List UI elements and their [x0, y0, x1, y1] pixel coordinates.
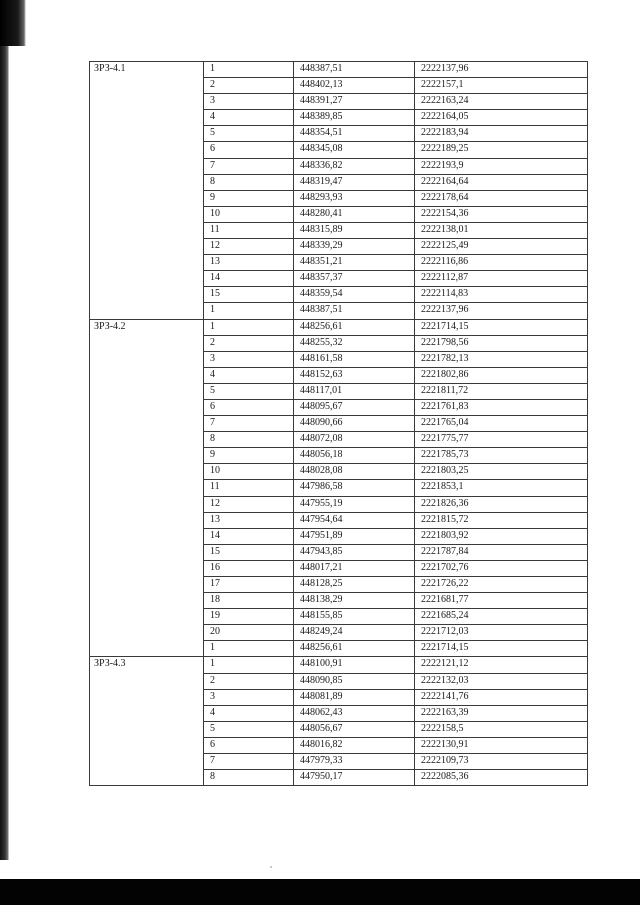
y-coordinate-cell: 2221726,22 [415, 577, 588, 593]
x-coordinate-cell: 448016,82 [294, 737, 415, 753]
x-coordinate-cell: 448017,21 [294, 560, 415, 576]
point-number-cell: 13 [204, 255, 294, 271]
x-coordinate-cell: 448100,91 [294, 657, 415, 673]
point-number-cell: 11 [204, 480, 294, 496]
x-coordinate-cell: 448345,08 [294, 142, 415, 158]
table-row [90, 657, 588, 673]
y-coordinate-cell: 2222164,05 [415, 110, 588, 126]
y-coordinate-cell: 2222189,25 [415, 142, 588, 158]
y-coordinate-cell: 2221782,13 [415, 351, 588, 367]
y-coordinate-cell: 2222125,49 [415, 239, 588, 255]
x-coordinate-cell: 448351,21 [294, 255, 415, 271]
x-coordinate-cell: 448090,85 [294, 673, 415, 689]
x-coordinate-cell: 448387,51 [294, 62, 415, 78]
x-coordinate-cell: 448391,27 [294, 94, 415, 110]
x-coordinate-cell: 448161,58 [294, 351, 415, 367]
y-coordinate-cell: 2221714,15 [415, 319, 588, 335]
zone-name-cell: ЗРЗ-4.2 [90, 319, 204, 657]
y-coordinate-cell: 2222164,64 [415, 174, 588, 190]
y-coordinate-cell: 2221681,77 [415, 593, 588, 609]
point-number-cell: 12 [204, 496, 294, 512]
y-coordinate-cell: 2221803,25 [415, 464, 588, 480]
point-number-cell: 19 [204, 609, 294, 625]
y-coordinate-cell: 2222137,96 [415, 303, 588, 319]
point-number-cell: 6 [204, 737, 294, 753]
x-coordinate-cell: 448062,43 [294, 705, 415, 721]
point-number-cell: 8 [204, 174, 294, 190]
y-coordinate-cell: 2222183,94 [415, 126, 588, 142]
y-coordinate-cell: 2222112,87 [415, 271, 588, 287]
point-number-cell: 7 [204, 416, 294, 432]
x-coordinate-cell: 448315,89 [294, 222, 415, 238]
x-coordinate-cell: 448255,32 [294, 335, 415, 351]
x-coordinate-cell: 448056,67 [294, 721, 415, 737]
x-coordinate-cell: 448389,85 [294, 110, 415, 126]
y-coordinate-cell: 2222114,83 [415, 287, 588, 303]
y-coordinate-cell: 2222158,5 [415, 721, 588, 737]
y-coordinate-cell: 2222137,96 [415, 62, 588, 78]
y-coordinate-cell: 2221775,77 [415, 432, 588, 448]
x-coordinate-cell: 448359,54 [294, 287, 415, 303]
x-coordinate-cell: 448387,51 [294, 303, 415, 319]
y-coordinate-cell: 2221712,03 [415, 625, 588, 641]
y-coordinate-cell: 2222141,76 [415, 689, 588, 705]
y-coordinate-cell: 2222116,86 [415, 255, 588, 271]
point-number-cell: 11 [204, 222, 294, 238]
point-number-cell: 9 [204, 448, 294, 464]
y-coordinate-cell: 2222121,12 [415, 657, 588, 673]
x-coordinate-cell: 448336,82 [294, 158, 415, 174]
y-coordinate-cell: 2222163,24 [415, 94, 588, 110]
point-number-cell: 10 [204, 206, 294, 222]
point-number-cell: 1 [204, 303, 294, 319]
x-coordinate-cell: 448056,18 [294, 448, 415, 464]
y-coordinate-cell: 2221826,36 [415, 496, 588, 512]
x-coordinate-cell: 448280,41 [294, 206, 415, 222]
x-coordinate-cell: 447955,19 [294, 496, 415, 512]
point-number-cell: 2 [204, 673, 294, 689]
point-number-cell: 8 [204, 770, 294, 786]
point-number-cell: 12 [204, 239, 294, 255]
scan-bottom-edge [0, 879, 640, 905]
y-coordinate-cell: 2221815,72 [415, 512, 588, 528]
scan-speck [270, 866, 272, 868]
y-coordinate-cell: 2221803,92 [415, 528, 588, 544]
zone-name-cell: ЗРЗ-4.1 [90, 62, 204, 320]
x-coordinate-cell: 448128,25 [294, 577, 415, 593]
x-coordinate-cell: 447943,85 [294, 544, 415, 560]
point-number-cell: 1 [204, 657, 294, 673]
x-coordinate-cell: 448095,67 [294, 399, 415, 415]
y-coordinate-cell: 2222193,9 [415, 158, 588, 174]
point-number-cell: 5 [204, 126, 294, 142]
x-coordinate-cell: 448090,66 [294, 416, 415, 432]
y-coordinate-cell: 2221761,83 [415, 399, 588, 415]
x-coordinate-cell: 448256,61 [294, 641, 415, 657]
zone-name-cell: ЗРЗ-4.3 [90, 657, 204, 786]
point-number-cell: 14 [204, 528, 294, 544]
x-coordinate-cell: 448249,24 [294, 625, 415, 641]
y-coordinate-cell: 2222109,73 [415, 754, 588, 770]
y-coordinate-cell: 2222154,36 [415, 206, 588, 222]
x-coordinate-cell: 448081,89 [294, 689, 415, 705]
point-number-cell: 9 [204, 190, 294, 206]
point-number-cell: 5 [204, 383, 294, 399]
x-coordinate-cell: 448354,51 [294, 126, 415, 142]
point-number-cell: 7 [204, 158, 294, 174]
y-coordinate-cell: 2222130,91 [415, 737, 588, 753]
y-coordinate-cell: 2221787,84 [415, 544, 588, 560]
point-number-cell: 15 [204, 544, 294, 560]
x-coordinate-cell: 448028,08 [294, 464, 415, 480]
point-number-cell: 16 [204, 560, 294, 576]
scan-corner-shadow [0, 0, 26, 46]
x-coordinate-cell: 448339,29 [294, 239, 415, 255]
point-number-cell: 4 [204, 110, 294, 126]
y-coordinate-cell: 2221765,04 [415, 416, 588, 432]
point-number-cell: 4 [204, 705, 294, 721]
point-number-cell: 15 [204, 287, 294, 303]
x-coordinate-cell: 448072,08 [294, 432, 415, 448]
point-number-cell: 18 [204, 593, 294, 609]
point-number-cell: 1 [204, 319, 294, 335]
table-row [90, 62, 588, 78]
x-coordinate-cell: 447954,64 [294, 512, 415, 528]
y-coordinate-cell: 2221853,1 [415, 480, 588, 496]
point-number-cell: 6 [204, 142, 294, 158]
x-coordinate-cell: 448256,61 [294, 319, 415, 335]
point-number-cell: 2 [204, 335, 294, 351]
x-coordinate-cell: 448357,37 [294, 271, 415, 287]
x-coordinate-cell: 447951,89 [294, 528, 415, 544]
point-number-cell: 7 [204, 754, 294, 770]
point-number-cell: 20 [204, 625, 294, 641]
y-coordinate-cell: 2222178,64 [415, 190, 588, 206]
y-coordinate-cell: 2221785,73 [415, 448, 588, 464]
point-number-cell: 5 [204, 721, 294, 737]
point-number-cell: 6 [204, 399, 294, 415]
y-coordinate-cell: 2222138,01 [415, 222, 588, 238]
x-coordinate-cell: 448117,01 [294, 383, 415, 399]
x-coordinate-cell: 447986,58 [294, 480, 415, 496]
point-number-cell: 13 [204, 512, 294, 528]
x-coordinate-cell: 448152,63 [294, 367, 415, 383]
point-number-cell: 1 [204, 641, 294, 657]
y-coordinate-cell: 2221811,72 [415, 383, 588, 399]
scan-left-edge [0, 0, 9, 860]
point-number-cell: 3 [204, 351, 294, 367]
y-coordinate-cell: 2221702,76 [415, 560, 588, 576]
x-coordinate-cell: 448319,47 [294, 174, 415, 190]
x-coordinate-cell: 447979,33 [294, 754, 415, 770]
point-number-cell: 10 [204, 464, 294, 480]
table-row [90, 319, 588, 335]
y-coordinate-cell: 2222163,39 [415, 705, 588, 721]
point-number-cell: 8 [204, 432, 294, 448]
coordinates-table [89, 61, 588, 786]
coordinates-table-body [90, 62, 588, 786]
x-coordinate-cell: 447950,17 [294, 770, 415, 786]
point-number-cell: 3 [204, 689, 294, 705]
x-coordinate-cell: 448293,93 [294, 190, 415, 206]
y-coordinate-cell: 2221802,86 [415, 367, 588, 383]
x-coordinate-cell: 448402,13 [294, 78, 415, 94]
y-coordinate-cell: 2221798,56 [415, 335, 588, 351]
point-number-cell: 17 [204, 577, 294, 593]
point-number-cell: 14 [204, 271, 294, 287]
y-coordinate-cell: 2221714,15 [415, 641, 588, 657]
y-coordinate-cell: 2222132,03 [415, 673, 588, 689]
point-number-cell: 3 [204, 94, 294, 110]
x-coordinate-cell: 448138,29 [294, 593, 415, 609]
point-number-cell: 1 [204, 62, 294, 78]
y-coordinate-cell: 2222157,1 [415, 78, 588, 94]
y-coordinate-cell: 2222085,36 [415, 770, 588, 786]
point-number-cell: 2 [204, 78, 294, 94]
point-number-cell: 4 [204, 367, 294, 383]
y-coordinate-cell: 2221685,24 [415, 609, 588, 625]
x-coordinate-cell: 448155,85 [294, 609, 415, 625]
